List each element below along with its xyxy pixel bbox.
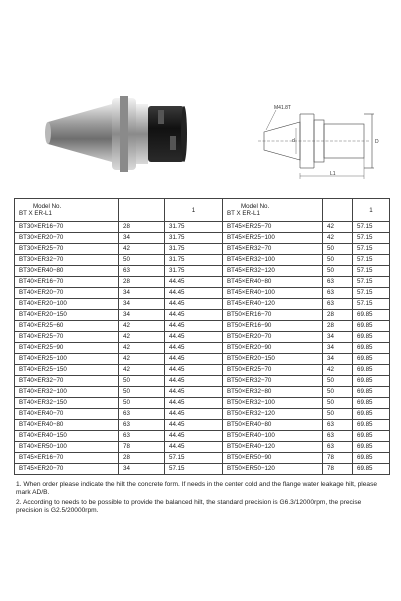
table-row [15, 464, 390, 475]
cell-model: BT40×ER40−80 [15, 420, 119, 431]
spec-table [14, 198, 390, 475]
table-header-row [15, 199, 390, 222]
table-row [15, 409, 390, 420]
cell-model-right: BT45×ER32−100 [223, 255, 323, 266]
cell-model-right: BT45×ER40−120 [223, 299, 323, 310]
cell-d: 44.45 [165, 321, 223, 332]
cell-model: BT40×ER25−60 [15, 321, 119, 332]
header-d-right: 1 [353, 199, 390, 222]
cell-l1: 34 [119, 288, 165, 299]
cell-d-right: 57.15 [353, 222, 390, 233]
cell-model-right: BT50×ER16−70 [223, 310, 323, 321]
cell-l1: 34 [119, 464, 165, 475]
cell-d: 44.45 [165, 376, 223, 387]
table-row [15, 299, 390, 310]
table-row [15, 277, 390, 288]
cell-l1-right: 42 [323, 233, 353, 244]
table-row [15, 310, 390, 321]
cell-model: BT30×ER20−70 [15, 233, 119, 244]
cell-l1-right: 42 [323, 365, 353, 376]
cell-l1-right: 50 [323, 398, 353, 409]
cell-l1-right: 50 [323, 387, 353, 398]
cell-l1-right: 34 [323, 343, 353, 354]
table-row [15, 365, 390, 376]
cell-l1: 28 [119, 453, 165, 464]
cell-l1-right: 63 [323, 420, 353, 431]
cell-l1: 42 [119, 332, 165, 343]
cell-d-right: 69.85 [353, 464, 390, 475]
cell-model: BT45×ER20−70 [15, 464, 119, 475]
cell-model: BT40×ER25−90 [15, 343, 119, 354]
table-row [15, 233, 390, 244]
cell-model: BT30×ER16−70 [15, 222, 119, 233]
table-row [15, 453, 390, 464]
cell-model-right: BT50×ER50−120 [223, 464, 323, 475]
cell-d-right: 69.85 [353, 431, 390, 442]
cell-l1: 50 [119, 255, 165, 266]
cell-d: 44.45 [165, 310, 223, 321]
tool-holder-drawing [238, 100, 388, 182]
cell-model: BT40×ER40−150 [15, 431, 119, 442]
cell-model: BT40×ER20−150 [15, 310, 119, 321]
cell-l1-right: 28 [323, 310, 353, 321]
cell-d-right: 69.85 [353, 387, 390, 398]
table-row [15, 387, 390, 398]
cell-model: BT40×ER25−70 [15, 332, 119, 343]
cell-d: 57.15 [165, 453, 223, 464]
cell-d: 31.75 [165, 233, 223, 244]
cell-model-right: BT50×ER20−70 [223, 332, 323, 343]
cell-d: 44.45 [165, 354, 223, 365]
header-model-right [223, 199, 323, 222]
cell-l1: 63 [119, 266, 165, 277]
cell-model-right: BT45×ER25−70 [223, 222, 323, 233]
cell-d: 31.75 [165, 255, 223, 266]
cell-d-right: 57.15 [353, 233, 390, 244]
cell-model: BT30×ER25−70 [15, 244, 119, 255]
cell-l1-right: 63 [323, 431, 353, 442]
cell-d-right: 69.85 [353, 453, 390, 464]
cell-model: BT30×ER32−70 [15, 255, 119, 266]
cell-l1: 50 [119, 398, 165, 409]
cell-model-right: BT50×ER32−100 [223, 398, 323, 409]
cell-d-right: 57.15 [353, 277, 390, 288]
cell-model-right: BT45×ER32−70 [223, 244, 323, 255]
cell-d: 44.45 [165, 277, 223, 288]
table-row [15, 244, 390, 255]
table-row [15, 321, 390, 332]
cell-l1-right: 78 [323, 453, 353, 464]
cell-d-right: 69.85 [353, 365, 390, 376]
cell-model: BT40×ER32−70 [15, 376, 119, 387]
cell-d: 57.15 [165, 464, 223, 475]
cell-l1: 42 [119, 354, 165, 365]
table-row [15, 266, 390, 277]
dimension-d: D [375, 139, 379, 145]
cell-l1: 50 [119, 376, 165, 387]
table-row [15, 255, 390, 266]
cell-model-right: BT50×ER20−150 [223, 354, 323, 365]
table-row [15, 288, 390, 299]
cell-d-right: 69.85 [353, 442, 390, 453]
table-row [15, 431, 390, 442]
cell-l1-right: 50 [323, 255, 353, 266]
cell-d: 44.45 [165, 420, 223, 431]
cell-model: BT40×ER20−100 [15, 299, 119, 310]
dimension-l1: L1 [330, 171, 336, 177]
header-d: 1 [165, 199, 223, 222]
cell-l1: 34 [119, 233, 165, 244]
cell-model-right: BT50×ER20−90 [223, 343, 323, 354]
cell-d-right: 69.85 [353, 420, 390, 431]
cell-d: 44.45 [165, 299, 223, 310]
cell-model-right: BT50×ER40−80 [223, 420, 323, 431]
cell-l1-right: 63 [323, 442, 353, 453]
cell-model: BT40×ER40−70 [15, 409, 119, 420]
cell-l1-right: 50 [323, 266, 353, 277]
notes [16, 481, 388, 517]
cell-l1-right: 63 [323, 288, 353, 299]
cell-l1: 34 [119, 310, 165, 321]
cell-d: 44.45 [165, 409, 223, 420]
cell-d-right: 69.85 [353, 343, 390, 354]
cell-d-right: 69.85 [353, 310, 390, 321]
cell-model: BT40×ER25−150 [15, 365, 119, 376]
cell-model-right: BT50×ER32−120 [223, 409, 323, 420]
table-row [15, 398, 390, 409]
cell-l1-right: 50 [323, 376, 353, 387]
cell-l1: 42 [119, 244, 165, 255]
cell-l1: 28 [119, 277, 165, 288]
table-row [15, 442, 390, 453]
cell-model: BT45×ER16−70 [15, 453, 119, 464]
cell-model-right: BT45×ER25−100 [223, 233, 323, 244]
header-model-line2: BT X ER-L1 [19, 210, 52, 217]
cell-d: 31.75 [165, 222, 223, 233]
cell-d-right: 57.15 [353, 266, 390, 277]
cell-model-right: BT50×ER16−90 [223, 321, 323, 332]
cell-d-right: 57.15 [353, 288, 390, 299]
cell-d-right: 69.85 [353, 321, 390, 332]
tool-holder-photo [40, 92, 195, 174]
cell-l1-right: 28 [323, 321, 353, 332]
cell-l1: 42 [119, 343, 165, 354]
header-model-line1-right: Model No. [241, 203, 270, 210]
table-row [15, 420, 390, 431]
cell-d-right: 69.85 [353, 354, 390, 365]
cell-d-right: 57.15 [353, 255, 390, 266]
cell-d-right: 69.85 [353, 409, 390, 420]
cell-model: BT30×ER40−80 [15, 266, 119, 277]
cell-l1-right: 34 [323, 354, 353, 365]
cell-model-right: BT45×ER40−100 [223, 288, 323, 299]
cell-d: 44.45 [165, 343, 223, 354]
cell-l1: 78 [119, 442, 165, 453]
cell-d-right: 69.85 [353, 398, 390, 409]
cell-model-right: BT50×ER40−120 [223, 442, 323, 453]
cell-d: 31.75 [165, 266, 223, 277]
note-1: 1. When order please indicate the hilt the concrete form. If needs in the center cold and the flange water leakage hilt, please mark AD/B. [16, 481, 378, 497]
header-model-line1: Model No. [33, 203, 62, 210]
cell-l1: 63 [119, 409, 165, 420]
cell-model: BT40×ER32−150 [15, 398, 119, 409]
cell-l1: 34 [119, 299, 165, 310]
header-model-line2-right: BT X ER-L1 [227, 210, 260, 217]
table-row [15, 343, 390, 354]
spec-table-body [15, 222, 390, 475]
header-l1-right [323, 199, 353, 222]
cell-model: BT40×ER16−70 [15, 277, 119, 288]
cell-model: BT40×ER50−100 [15, 442, 119, 453]
cell-d: 44.45 [165, 431, 223, 442]
table-row [15, 354, 390, 365]
thread-dimension-label: M41.8T [274, 105, 291, 111]
table-row [15, 332, 390, 343]
note-2: 2. According to needs to be possible to provide the balanced hilt, the standard precision is G6.3/12000rpm, the precise precision is G2.5/20000rpm. [16, 498, 362, 515]
cell-d: 44.45 [165, 365, 223, 376]
cell-model: BT40×ER25−100 [15, 354, 119, 365]
cell-model-right: BT50×ER40−100 [223, 431, 323, 442]
cell-model: BT40×ER20−70 [15, 288, 119, 299]
cell-d: 44.45 [165, 288, 223, 299]
dimension-d1: d [292, 138, 295, 144]
cell-d-right: 57.15 [353, 299, 390, 310]
cell-d: 44.45 [165, 398, 223, 409]
cell-d-right: 69.85 [353, 332, 390, 343]
cell-l1: 28 [119, 222, 165, 233]
cell-model-right: BT50×ER50−90 [223, 453, 323, 464]
cell-l1: 63 [119, 420, 165, 431]
cell-model-right: BT45×ER40−80 [223, 277, 323, 288]
cell-l1: 42 [119, 365, 165, 376]
cell-l1: 42 [119, 321, 165, 332]
cell-l1-right: 63 [323, 277, 353, 288]
cell-l1: 63 [119, 431, 165, 442]
cell-d-right: 69.85 [353, 376, 390, 387]
cell-d: 44.45 [165, 332, 223, 343]
cell-d: 31.75 [165, 244, 223, 255]
cell-l1-right: 50 [323, 409, 353, 420]
cell-d: 44.45 [165, 387, 223, 398]
cell-model: BT40×ER32−100 [15, 387, 119, 398]
cell-d-right: 57.15 [353, 244, 390, 255]
cell-d: 44.45 [165, 442, 223, 453]
product-figure [0, 0, 401, 200]
cell-model-right: BT50×ER32−80 [223, 387, 323, 398]
cell-l1-right: 50 [323, 244, 353, 255]
header-model [15, 199, 119, 222]
cell-model-right: BT50×ER32−70 [223, 376, 323, 387]
cell-l1-right: 63 [323, 299, 353, 310]
cell-model-right: BT45×ER32−120 [223, 266, 323, 277]
cell-model-right: BT50×ER25−70 [223, 365, 323, 376]
table-row [15, 376, 390, 387]
cell-l1: 50 [119, 387, 165, 398]
cell-l1-right: 42 [323, 222, 353, 233]
cell-l1-right: 34 [323, 332, 353, 343]
header-l1 [119, 199, 165, 222]
table-row [15, 222, 390, 233]
cell-l1-right: 78 [323, 464, 353, 475]
